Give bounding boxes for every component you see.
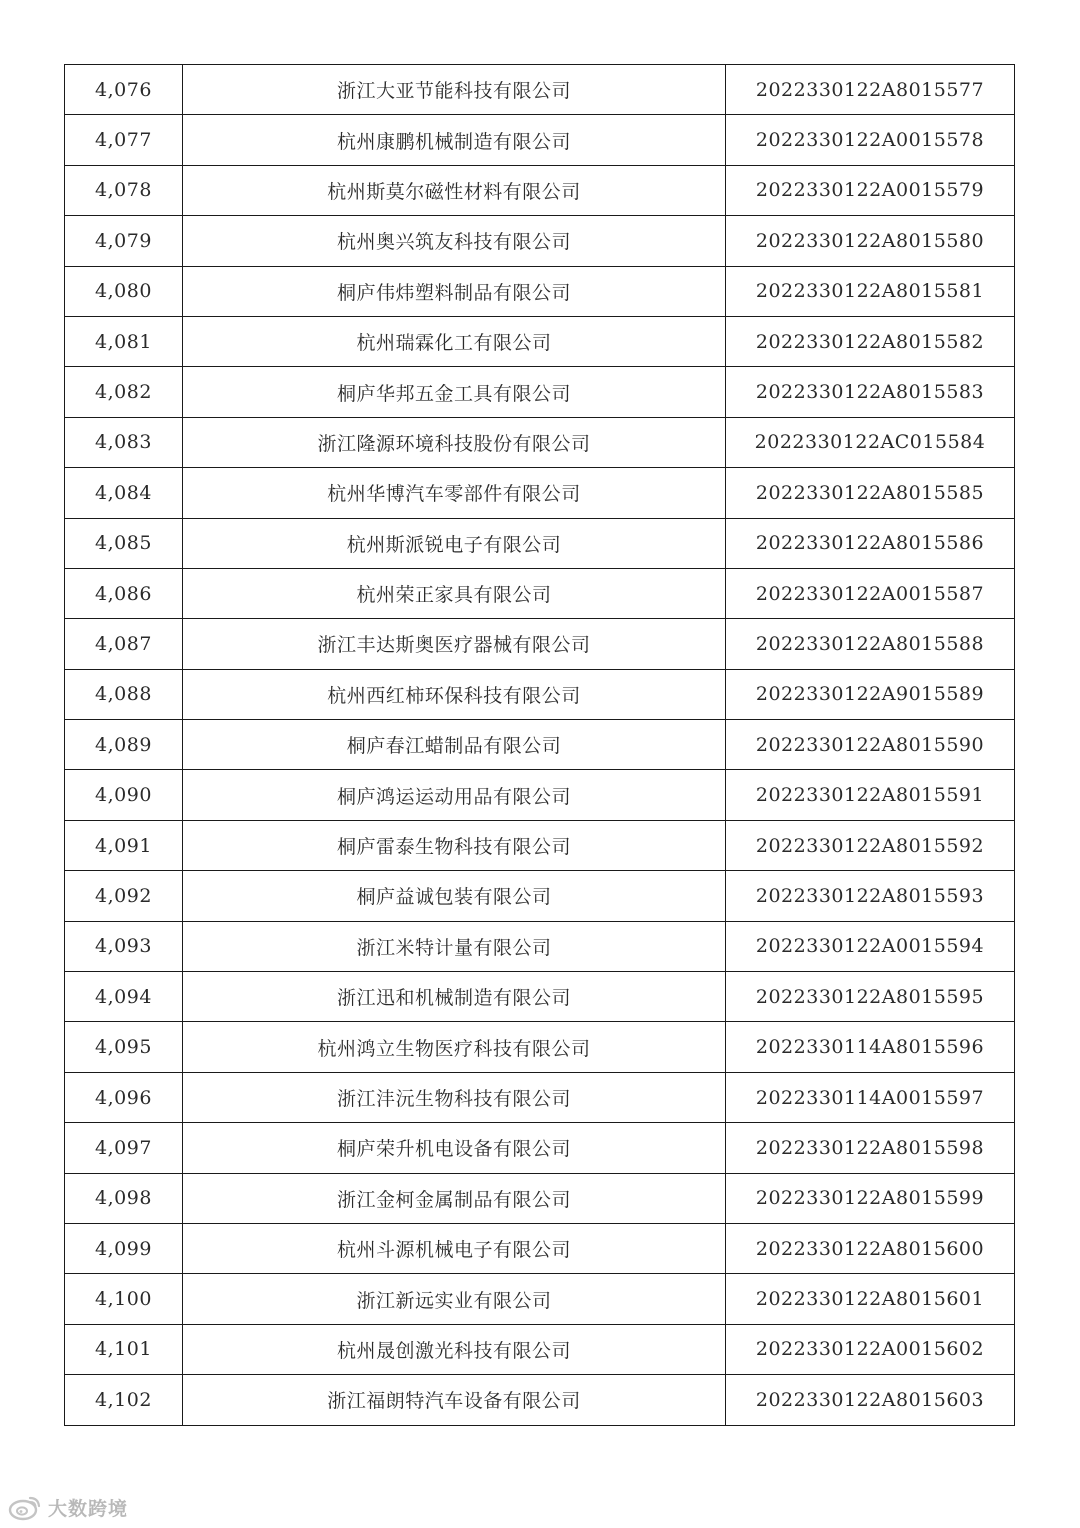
registration-code-cell: 2022330122A8015580 [726, 216, 1015, 266]
row-number-cell: 4,096 [65, 1072, 183, 1122]
table-row [65, 1375, 1015, 1425]
row-number-cell: 4,087 [65, 619, 183, 669]
company-name-cell: 桐庐伟炜塑料制品有限公司 [183, 266, 726, 316]
table-row [65, 216, 1015, 266]
row-number-cell: 4,078 [65, 165, 183, 215]
row-number-cell: 4,086 [65, 568, 183, 618]
table-row [65, 1173, 1015, 1223]
company-name-cell: 浙江新远实业有限公司 [183, 1274, 726, 1324]
registration-code-cell: 2022330122A0015594 [726, 921, 1015, 971]
table-row [65, 619, 1015, 669]
row-number-cell: 4,085 [65, 518, 183, 568]
row-number-cell: 4,088 [65, 669, 183, 719]
row-number-cell: 4,077 [65, 115, 183, 165]
registration-code-cell: 2022330122AC015584 [726, 417, 1015, 467]
registration-code-cell: 2022330122A8015577 [726, 65, 1015, 115]
registration-code-cell: 2022330122A8015599 [726, 1173, 1015, 1223]
table-row [65, 921, 1015, 971]
company-name-cell: 杭州斗源机械电子有限公司 [183, 1223, 726, 1273]
registration-code-cell: 2022330122A8015601 [726, 1274, 1015, 1324]
company-name-cell: 浙江福朗特汽车设备有限公司 [183, 1375, 726, 1425]
table-row [65, 1022, 1015, 1072]
company-name-cell: 杭州晟创激光科技有限公司 [183, 1324, 726, 1374]
registration-code-cell: 2022330122A8015585 [726, 468, 1015, 518]
registration-code-cell: 2022330122A8015588 [726, 619, 1015, 669]
company-name-cell: 浙江金柯金属制品有限公司 [183, 1173, 726, 1223]
company-name-cell: 杭州奥兴筑友科技有限公司 [183, 216, 726, 266]
table-row [65, 1072, 1015, 1122]
registration-code-cell: 2022330122A8015583 [726, 367, 1015, 417]
company-list-table [64, 64, 1015, 1426]
registration-code-cell: 2022330122A8015603 [726, 1375, 1015, 1425]
row-number-cell: 4,079 [65, 216, 183, 266]
table-row [65, 468, 1015, 518]
table-row [65, 1274, 1015, 1324]
registration-code-cell: 2022330122A8015591 [726, 770, 1015, 820]
registration-code-cell: 2022330122A8015593 [726, 871, 1015, 921]
table-row [65, 115, 1015, 165]
registration-code-cell: 2022330122A0015579 [726, 165, 1015, 215]
table-row [65, 1324, 1015, 1374]
registration-code-cell: 2022330122A8015586 [726, 518, 1015, 568]
row-number-cell: 4,089 [65, 720, 183, 770]
row-number-cell: 4,102 [65, 1375, 183, 1425]
company-name-cell: 浙江米特计量有限公司 [183, 921, 726, 971]
company-name-cell: 杭州康鹏机械制造有限公司 [183, 115, 726, 165]
registration-code-cell: 2022330122A0015587 [726, 568, 1015, 618]
company-name-cell: 浙江沣沅生物科技有限公司 [183, 1072, 726, 1122]
company-name-cell: 桐庐华邦五金工具有限公司 [183, 367, 726, 417]
row-number-cell: 4,091 [65, 820, 183, 870]
registration-code-cell: 2022330122A8015581 [726, 266, 1015, 316]
registration-code-cell: 2022330122A8015595 [726, 972, 1015, 1022]
table-row [65, 1223, 1015, 1273]
row-number-cell: 4,094 [65, 972, 183, 1022]
row-number-cell: 4,101 [65, 1324, 183, 1374]
row-number-cell: 4,083 [65, 417, 183, 467]
table-row [65, 820, 1015, 870]
table-row [65, 266, 1015, 316]
registration-code-cell: 2022330122A8015582 [726, 316, 1015, 366]
table-row [65, 972, 1015, 1022]
watermark-text: 大数跨境 [48, 1497, 129, 1520]
row-number-cell: 4,093 [65, 921, 183, 971]
table-row [65, 720, 1015, 770]
table-row [65, 316, 1015, 366]
company-name-cell: 桐庐荣升机电设备有限公司 [183, 1123, 726, 1173]
row-number-cell: 4,098 [65, 1173, 183, 1223]
row-number-cell: 4,099 [65, 1223, 183, 1273]
company-name-cell: 桐庐鸿运运动用品有限公司 [183, 770, 726, 820]
row-number-cell: 4,084 [65, 468, 183, 518]
company-name-cell: 杭州华博汽车零部件有限公司 [183, 468, 726, 518]
company-name-cell: 杭州西红柿环保科技有限公司 [183, 669, 726, 719]
company-name-cell: 桐庐益诚包装有限公司 [183, 871, 726, 921]
registration-code-cell: 2022330122A8015598 [726, 1123, 1015, 1173]
watermark [8, 1492, 128, 1522]
registration-code-cell: 2022330114A0015597 [726, 1072, 1015, 1122]
registration-code-cell: 2022330122A0015602 [726, 1324, 1015, 1374]
company-name-cell: 杭州斯莫尔磁性材料有限公司 [183, 165, 726, 215]
table-row [65, 770, 1015, 820]
company-name-cell: 浙江丰达斯奥医疗器械有限公司 [183, 619, 726, 669]
company-name-cell: 浙江隆源环境科技股份有限公司 [183, 417, 726, 467]
document-page [64, 64, 1015, 1426]
table-row [65, 165, 1015, 215]
registration-code-cell: 2022330122A0015578 [726, 115, 1015, 165]
table-row [65, 871, 1015, 921]
row-number-cell: 4,092 [65, 871, 183, 921]
table-row [65, 65, 1015, 115]
company-name-cell: 杭州斯派锐电子有限公司 [183, 518, 726, 568]
row-number-cell: 4,082 [65, 367, 183, 417]
company-name-cell: 杭州荣正家具有限公司 [183, 568, 726, 618]
registration-code-cell: 2022330114A8015596 [726, 1022, 1015, 1072]
row-number-cell: 4,100 [65, 1274, 183, 1324]
table-row [65, 568, 1015, 618]
row-number-cell: 4,080 [65, 266, 183, 316]
company-name-cell: 桐庐雷泰生物科技有限公司 [183, 820, 726, 870]
row-number-cell: 4,090 [65, 770, 183, 820]
row-number-cell: 4,097 [65, 1123, 183, 1173]
row-number-cell: 4,076 [65, 65, 183, 115]
table-row [65, 518, 1015, 568]
registration-code-cell: 2022330122A8015600 [726, 1223, 1015, 1273]
table-row [65, 367, 1015, 417]
company-name-cell: 杭州鸿立生物医疗科技有限公司 [183, 1022, 726, 1072]
registration-code-cell: 2022330122A9015589 [726, 669, 1015, 719]
table-row [65, 669, 1015, 719]
table-row [65, 417, 1015, 467]
company-name-cell: 杭州瑞霖化工有限公司 [183, 316, 726, 366]
row-number-cell: 4,081 [65, 316, 183, 366]
table-body [65, 65, 1015, 1426]
registration-code-cell: 2022330122A8015590 [726, 720, 1015, 770]
row-number-cell: 4,095 [65, 1022, 183, 1072]
weibo-logo-icon [8, 1493, 42, 1521]
company-name-cell: 浙江大亚节能科技有限公司 [183, 65, 726, 115]
table-row [65, 1123, 1015, 1173]
registration-code-cell: 2022330122A8015592 [726, 820, 1015, 870]
company-name-cell: 桐庐春江蜡制品有限公司 [183, 720, 726, 770]
company-name-cell: 浙江迅和机械制造有限公司 [183, 972, 726, 1022]
